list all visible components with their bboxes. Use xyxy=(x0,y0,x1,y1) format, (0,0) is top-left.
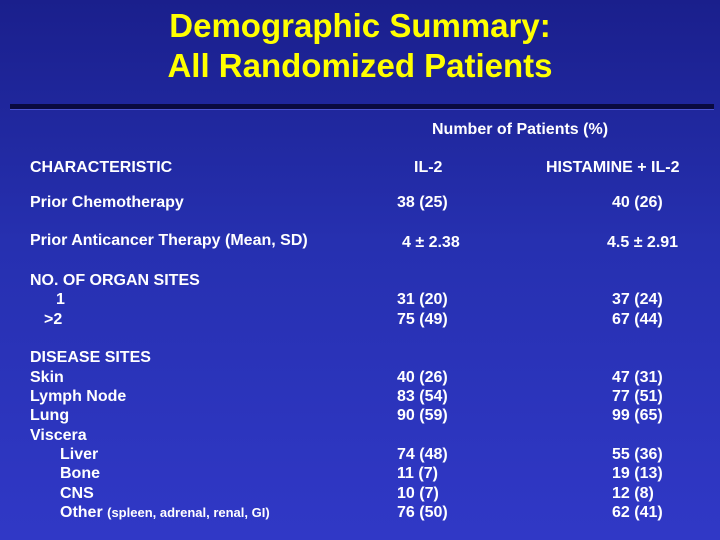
row-label-organ-1: 1 xyxy=(56,291,65,308)
header-il2: IL-2 xyxy=(414,159,443,176)
cell-il2-lymph-node: 83 (54) xyxy=(397,388,448,405)
row-label-other xyxy=(60,503,270,523)
title-line-1: Demographic Summary: xyxy=(169,7,551,44)
row-label-lymph-node: Lymph Node xyxy=(30,388,127,405)
row-label-prior-chemotherapy: Prior Chemotherapy xyxy=(30,194,184,211)
cell-il2-lung: 90 (59) xyxy=(397,407,448,424)
cell-il2-cns: 10 (7) xyxy=(397,485,439,502)
cell-hist-bone: 19 (13) xyxy=(612,465,663,482)
cell-hist-other: 62 (41) xyxy=(612,504,663,521)
cell-il2-organ-1: 31 (20) xyxy=(397,291,448,308)
cell-il2-other: 76 (50) xyxy=(397,504,448,521)
cell-hist-skin: 47 (31) xyxy=(612,369,663,386)
cell-hist-cns: 12 (8) xyxy=(612,485,654,502)
column-group-header: Number of Patients (%) xyxy=(432,121,609,138)
cell-il2-liver: 74 (48) xyxy=(397,446,448,463)
header-characteristic: CHARACTERISTIC xyxy=(30,159,173,176)
cell-hist-prior-anticancer: 4.5 ± 2.91 xyxy=(607,234,679,251)
cell-il2-skin: 40 (26) xyxy=(397,369,448,386)
other-label: Other xyxy=(60,504,103,521)
row-label-liver: Liver xyxy=(60,446,99,463)
cell-il2-organ-gt2: 75 (49) xyxy=(397,311,448,328)
row-label-viscera: Viscera xyxy=(30,427,87,444)
cell-hist-prior-chemotherapy: 40 (26) xyxy=(612,194,663,211)
cell-hist-liver: 55 (36) xyxy=(612,446,663,463)
cell-hist-organ-1: 37 (24) xyxy=(612,291,663,308)
cell-il2-bone: 11 (7) xyxy=(397,465,438,482)
other-note: (spleen, adrenal, renal, GI) xyxy=(107,505,270,520)
row-label-bone: Bone xyxy=(60,465,100,482)
cell-il2-prior-chemotherapy: 38 (25) xyxy=(397,194,448,211)
row-label-cns: CNS xyxy=(60,485,94,502)
cell-hist-lymph-node: 77 (51) xyxy=(612,388,663,405)
cell-hist-lung: 99 (65) xyxy=(612,407,663,424)
cell-hist-organ-gt2: 67 (44) xyxy=(612,311,663,328)
header-histamine-il2: HISTAMINE + IL-2 xyxy=(546,159,680,176)
row-label-organ-gt2: >2 xyxy=(44,311,63,328)
cell-il2-prior-anticancer: 4 ± 2.38 xyxy=(402,234,460,251)
row-label-organ-sites: NO. OF ORGAN SITES xyxy=(30,272,200,289)
title-line-2: All Randomized Patients xyxy=(167,47,553,84)
row-label-lung: Lung xyxy=(30,407,70,424)
row-label-prior-anticancer: Prior Anticancer Therapy (Mean, SD) xyxy=(30,232,308,249)
title-divider xyxy=(10,104,714,109)
row-label-skin: Skin xyxy=(30,369,64,386)
slide-title xyxy=(0,6,720,86)
row-label-disease-sites: DISEASE SITES xyxy=(30,349,151,366)
